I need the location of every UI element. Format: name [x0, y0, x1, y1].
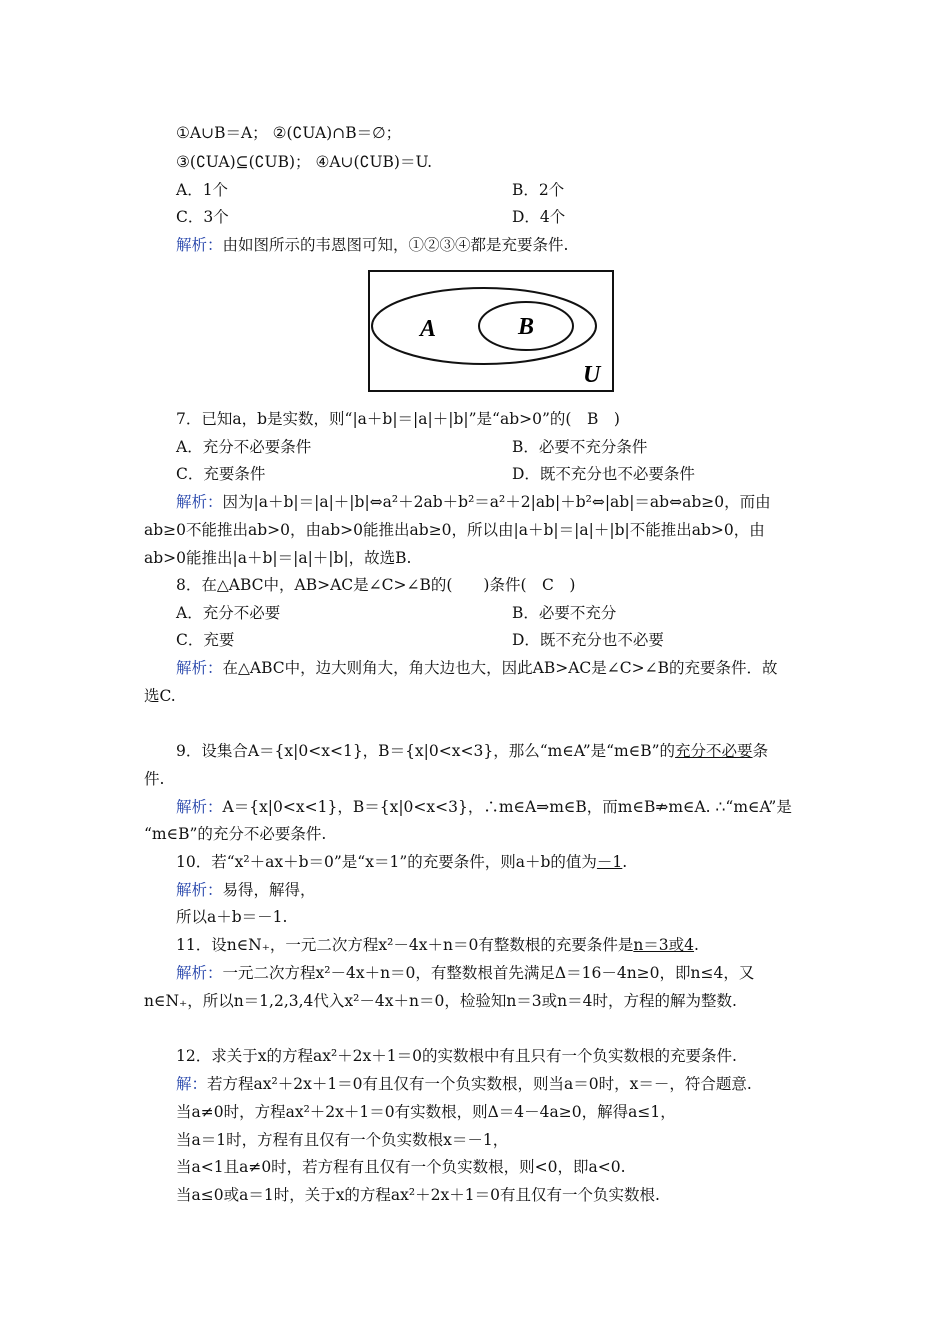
q7-analysis-line-1 [176, 492, 771, 512]
q8-option-c: C．充要 [176, 631, 235, 649]
q12-stem: 12．求关于x的方程ax²＋2x＋1＝0的实数根中有且只有一个负实数根的充要条件. [176, 1047, 737, 1065]
q10-analysis-line-2: 所以a＋b＝－1. [176, 908, 288, 926]
q12-solution-line-2: 当a≠0时，方程ax²＋2x＋1＝0有实数根，则Δ＝4－4a≥0，解得a≤1， [176, 1103, 676, 1121]
q6-item-line-2: ③(∁UA)⊆(∁UB)； ④A∪(∁UB)＝U. [176, 153, 433, 171]
q10-answer: －1 [596, 853, 623, 871]
q7-option-b: B．必要不充分条件 [512, 438, 648, 456]
analysis-label: 解析： [176, 236, 223, 254]
solution-text: 若方程ax²＋2x＋1＝0有且仅有一个负实数根，则当a＝0时，x＝－，符合题意. [207, 1075, 752, 1093]
venn-diagram [368, 270, 614, 392]
q11-stem [176, 935, 699, 955]
q7-option-d: D．既不充分也不必要条件 [512, 465, 695, 483]
q8-option-a: A．充分不必要 [176, 604, 281, 622]
q9-analysis-line-2: “m∈B”的充分不必要条件. [144, 825, 327, 843]
q11-stem-text: 11．设n∈N₊，一元二次方程x²－4x＋n＝0有整数根的充要条件是 [176, 936, 634, 954]
analysis-label: 解析： [176, 659, 223, 677]
solution-label: 解： [176, 1075, 208, 1093]
q11-analysis-line-2: n∈N₊，所以n＝1,2,3,4代入x²－4x＋n＝0，检验知n＝3或n＝4时，方程的解为整数. [144, 992, 737, 1010]
q6-option-c: C．3个 [176, 208, 229, 226]
q12-solution-line-5: 当a≤0或a＝1时，关于x的方程ax²＋2x＋1＝0有且仅有一个负实数根. [176, 1186, 660, 1204]
analysis-text: 因为|a＋b|＝|a|＋|b|⇔a²＋2ab＋b²＝a²＋2|ab|＋b²⇔|ab|＝ab⇔ab≥0，而由 [222, 493, 771, 511]
q9-stem-end: 条 [752, 742, 769, 760]
universe-label: U [583, 362, 601, 388]
analysis-label: 解析： [176, 493, 223, 511]
q12-solution-line-1 [176, 1074, 752, 1094]
q8-stem: 8．在△ABC中，AB>AC是∠C>∠B的( )条件( C ) [176, 576, 576, 594]
q8-option-b: B．必要不充分 [512, 604, 617, 622]
q11-answer: n＝3或4 [633, 936, 695, 954]
q8-option-d: D．既不充分也不必要 [512, 631, 664, 649]
analysis-text: 在△ABC中，边大则角大，角大边也大，因此AB>AC是∠C>∠B的充要条件．故 [222, 659, 778, 677]
q6-option-d: D．4个 [512, 208, 566, 226]
q6-option-a: A．1个 [176, 181, 229, 199]
q9-stem-line-2: 件. [144, 770, 165, 788]
q8-analysis-line-1 [176, 658, 778, 678]
analysis-label: 解析： [176, 798, 223, 816]
q6-item-line-1: ①A∪B＝A； ②(∁UA)∩B＝∅； [176, 124, 402, 142]
q11-analysis-line-1 [176, 963, 754, 983]
q8-analysis-line-2: 选C. [144, 687, 176, 705]
q7-option-c: C．充要条件 [176, 465, 266, 483]
q10-stem [176, 852, 627, 872]
q10-analysis-line-1 [176, 880, 316, 900]
q10-stem-end: . [622, 853, 628, 871]
analysis-label: 解析： [176, 881, 223, 899]
q9-answer: 充分不必要 [675, 742, 753, 760]
analysis-text: 易得，解得， [222, 881, 316, 899]
analysis-text: A＝{x|0<x<1}，B＝{x|0<x<3}，∴m∈A⇒m∈B，而m∈B⇏m∈A. ∴“m∈A”是 [222, 798, 792, 816]
q6-analysis [176, 235, 568, 255]
q6-option-b: B．2个 [512, 181, 565, 199]
set-b-label: B [518, 314, 535, 340]
analysis-text: 一元二次方程x²－4x＋n＝0，有整数根首先满足Δ＝16－4n≥0，即n≤4，又 [222, 964, 755, 982]
analysis-text: 由如图所示的韦恩图可知，①②③④都是充要条件. [222, 236, 569, 254]
set-a-ellipse [372, 288, 596, 364]
analysis-label: 解析： [176, 964, 223, 982]
q9-stem [176, 741, 768, 761]
q12-solution-line-3: 当a＝1时，方程有且仅有一个负实数根x＝－1， [176, 1131, 509, 1149]
set-a-label: A [420, 316, 437, 342]
q10-stem-text: 10．若“x²＋ax＋b＝0”是“x＝1”的充要条件，则a＋b的值为 [176, 853, 597, 871]
q7-stem: 7．已知a，b是实数，则“|a＋b|＝|a|＋|b|”是“ab>0”的( B ) [176, 410, 620, 428]
q9-analysis-line-1 [176, 797, 792, 817]
q7-analysis-line-2: ab≥0不能推出ab>0，由ab>0能推出ab≥0，所以由|a＋b|＝|a|＋|b|不能推出ab>0，由 [144, 521, 765, 539]
q11-stem-end: . [694, 936, 699, 954]
q9-stem-text: 9．设集合A＝{x|0<x<1}，B＝{x|0<x<3}，那么“m∈A”是“m∈B”的 [176, 742, 676, 760]
q12-solution-line-4: 当a<1且a≠0时，若方程有且仅有一个负实数根，则<0，即a<0. [176, 1158, 626, 1176]
q7-analysis-line-3: ab>0能推出|a＋b|＝|a|＋|b|，故选B. [144, 549, 412, 567]
q7-option-a: A．充分不必要条件 [176, 438, 312, 456]
